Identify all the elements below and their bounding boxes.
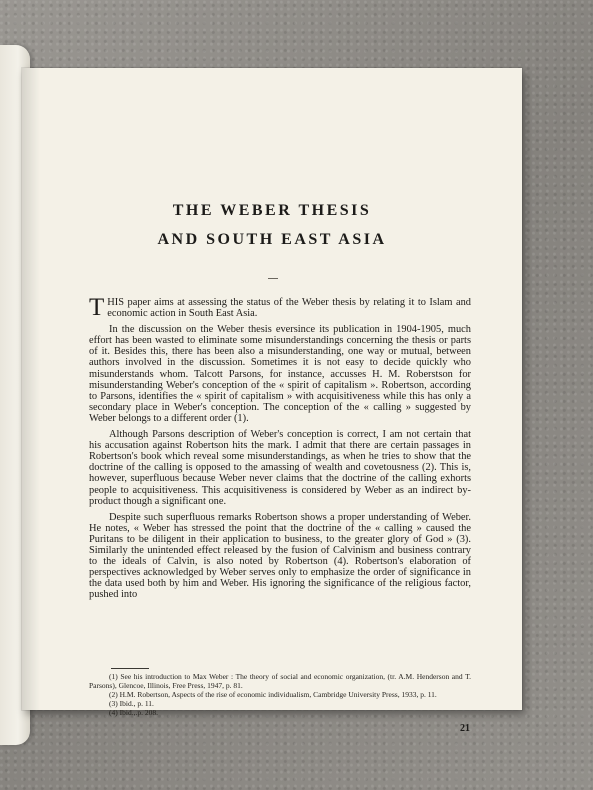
paragraph-1 — [89, 294, 471, 321]
paragraph-1-text: HIS paper aims at assessing the status of the Weber thesis by relating it to Islam and economic action in South East Asia. — [107, 297, 471, 320]
book-page — [22, 68, 522, 734]
footnotes — [89, 672, 471, 717]
footnote-rule — [111, 668, 149, 669]
paragraph-3: Although Parsons description of Weber's conception is correct, I am not certain that his accusation against Robertson hits the mark. I admit that there are certain passages in Robertson's book which reveal some misunderstandings, as when he tries to show that the doctrine of the calling is opposed to the amassing of wealth and covetousness (2). This is, however, superfluous because Weber never claims that the doctrine of the calling exhorts people to acquisitiveness. This acquisitiveness is considered by Weber as an indirect by-product though a significant one. — [89, 429, 471, 507]
footnote-3: (3) Ibid., p. 11. — [109, 699, 154, 708]
page-number: 21 — [460, 723, 470, 734]
paragraph-4: Despite such superfluous remarks Robertson shows a proper understanding of Weber. He notes, « Weber has stressed the point that the doctrine of the « calling » caused the Puritans to be diligent in their application to business, to the greater glory of God » (3). Similarly the unintended effect released by the fusion of Calvinism and business contrary to the ideals of Calvin, is also noted by Robertson (4). Robertson's elaboration of perspectives acknowledged by Weber serves only to emphasize the order of significance in the data used both by him and Weber. His ignoring the significance of the religious factor, pushed into — [89, 511, 471, 601]
footnote-2: (2) H.M. Robertson, Aspects of the rise of economic individualism, Cambridge University Press, 1933, p. 11. — [109, 690, 437, 699]
footnote-1: (1) See his introduction to Max Weber : The theory of social and economic organization, (tr. A.M. Henderson and T. Parsons), Glencoe, Illinois, Free Press, 1947, p. 81. — [89, 672, 471, 690]
article-body — [89, 294, 471, 605]
title-divider — [268, 278, 278, 279]
article-title-line-1: THE WEBER THESIS — [172, 202, 372, 219]
article-title-line-2: AND SOUTH EAST ASIA — [157, 231, 387, 248]
footnote-4: (4) Ibid.,.p. 208. — [109, 708, 158, 717]
paragraph-2: In the discussion on the Weber thesis eversince its publication in 1904-1905, much effort has been wasted to eliminate some misunderstandings concerning the thesis or parts of it. Besides this, there has been also a misunderstanding, one way or mutual, between authors involved in the discussion. Sometimes it is not easy to decide quickly who misunderstands whom. Talcott Parsons, for instance, accusses H. M. Roberstson for misunderstanding Weber's conception of the « spirit of capitalism ». Robertson, according to Parsons, identifies the « spirit of capitalism » with acquisitiveness while this has only a secondary place in Weber's conception. The conception of the « calling » suggested by Weber belongs to a different order (1). — [89, 324, 471, 424]
drop-cap: T — [89, 294, 105, 321]
